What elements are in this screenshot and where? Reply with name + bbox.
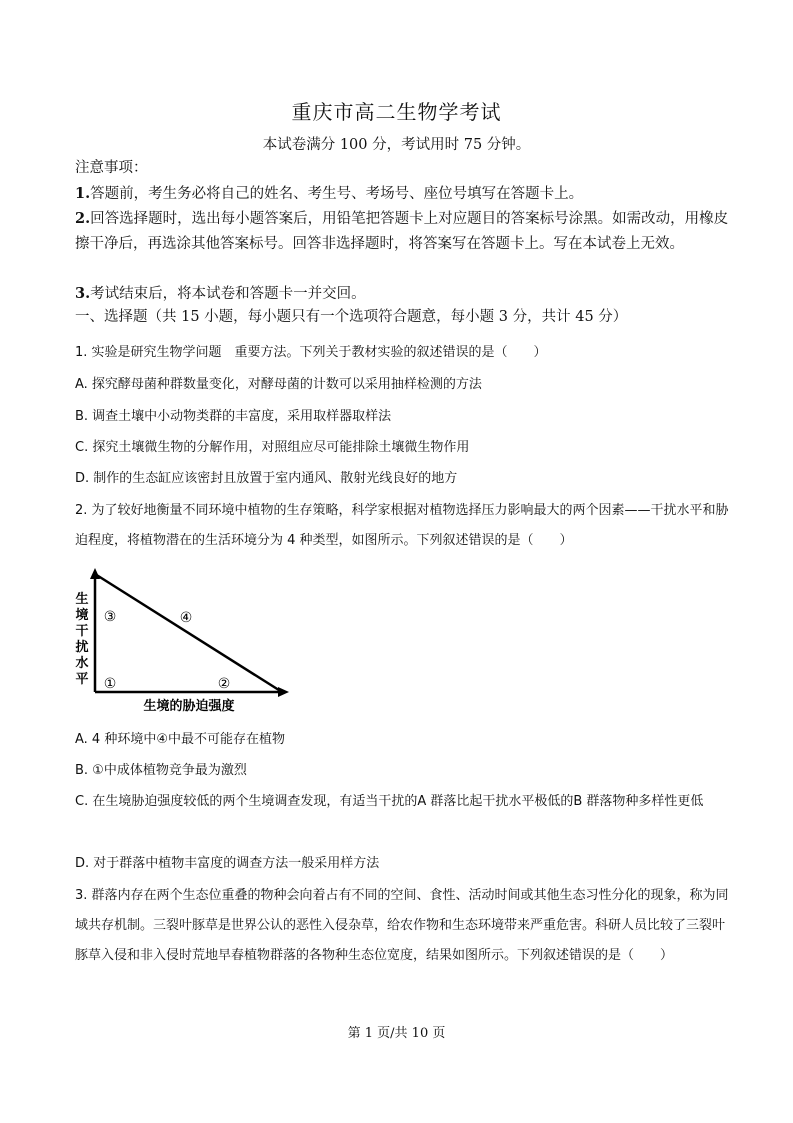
region-1-marker: ①	[103, 676, 117, 692]
question-1-stem: 1. 实验是研究生物学问题 重要方法。下列关于教材实验的叙述错误的是（ ）	[75, 345, 547, 360]
note-1	[75, 181, 735, 207]
region-4-marker: ④	[179, 610, 193, 626]
y-axis-label-char: 平	[75, 672, 89, 687]
note-1-text: 答题前，考生务必将自己的姓名、考生号、考场号、座位号填写在答题卡上。	[90, 186, 584, 202]
notes-heading: 注意事项：	[75, 160, 148, 176]
question-1-option-d: D. 制作的生态缸应该密封且放置于室内通风、散射光线良好的地方	[75, 471, 458, 486]
diagonal-line	[95, 574, 282, 692]
question-2-stem: 2. 为了较好地衡量不同环境中植物的生存策略，科学家根据对植物选择压力影响最大的两个因素——干扰水平和胁迫程度，将植物潜在的生活环境分为 4 种类型，如图所示。下列叙述错误的是（ ）	[75, 503, 729, 548]
note-1-number: 1.	[75, 185, 91, 202]
y-axis-label-char: 境	[75, 608, 89, 623]
region-2-marker: ②	[217, 676, 231, 692]
question-2-option-d: D. 对于群落中植物丰富度的调查方法一般采用样方法	[75, 856, 380, 871]
note-2-text: 回答选择题时，选出每小题答案后，用铅笔把答题卡上对应题目的答案标号涂黑。如需改动，用橡皮擦干净后，再选涂其他答案标号。回答非选择题时，将答案写在答题卡上。写在本试卷上无效。	[75, 211, 729, 252]
y-axis-label-char: 水	[75, 656, 89, 671]
question-2-option-a: A. 4 种环境中④中最不可能存在植物	[75, 732, 285, 747]
section-heading: 一、选择题（共 15 小题，每小题只有一个选项符合题意，每小题 3 分，共计 45 分）	[75, 309, 628, 325]
question-2-option-c: C. 在生境胁迫强度较低的两个生境调查发现，有适当干扰的A 群落比起干扰水平极低的B 群落物种多样性更低	[75, 794, 704, 809]
question-1-option-c: C. 探究土壤微生物的分解作用，对照组应尽可能排除土壤微生物作用	[75, 440, 470, 455]
note-3-text: 考试结束后，将本试卷和答题卡一并交回。	[90, 286, 366, 302]
question-1-option-a: A. 探究酵母菌种群数量变化，对酵母菌的计数可以采用抽样检测的方法	[75, 377, 482, 392]
note-3-number: 3.	[75, 285, 91, 302]
note-3	[75, 281, 735, 307]
note-2-number: 2.	[75, 210, 91, 227]
x-axis-label: 生境的胁迫强度	[143, 699, 235, 714]
x-axis-arrow-icon	[278, 687, 289, 697]
question-2-option-b: B. ①中成体植物竞争最为激烈	[75, 763, 247, 778]
y-axis-label-char: 干	[75, 624, 89, 639]
note-2	[75, 206, 735, 257]
habitat-diagram	[68, 566, 293, 714]
page-footer: 第 1 页/共 10 页	[347, 1026, 446, 1041]
question-3-stem: 3. 群落内存在两个生态位重叠的物种会向着占有不同的空间、食性、活动时间或其他生态习性分化的现象，称为同域共存机制。三裂叶豚草是世界公认的恶性入侵杂草，给农作物和生态环境带来严重危害。科研人员比较了三裂叶豚草入侵和非入侵时荒地早春植物群落的各物种生态位宽度，结果如图所示。下列叙述错误的是（ ）	[75, 888, 729, 963]
region-3-marker: ③	[103, 609, 117, 625]
exam-subtitle: 本试卷满分 100 分，考试用时 75 分钟。	[262, 137, 531, 153]
exam-title: 重庆市高二生物学考试	[291, 100, 502, 124]
y-axis-label-char: 生	[75, 592, 89, 607]
y-axis-label-char: 扰	[75, 640, 89, 655]
question-1-option-b: B. 调查土壤中小动物类群的丰富度，采用取样器取样法	[75, 409, 392, 424]
